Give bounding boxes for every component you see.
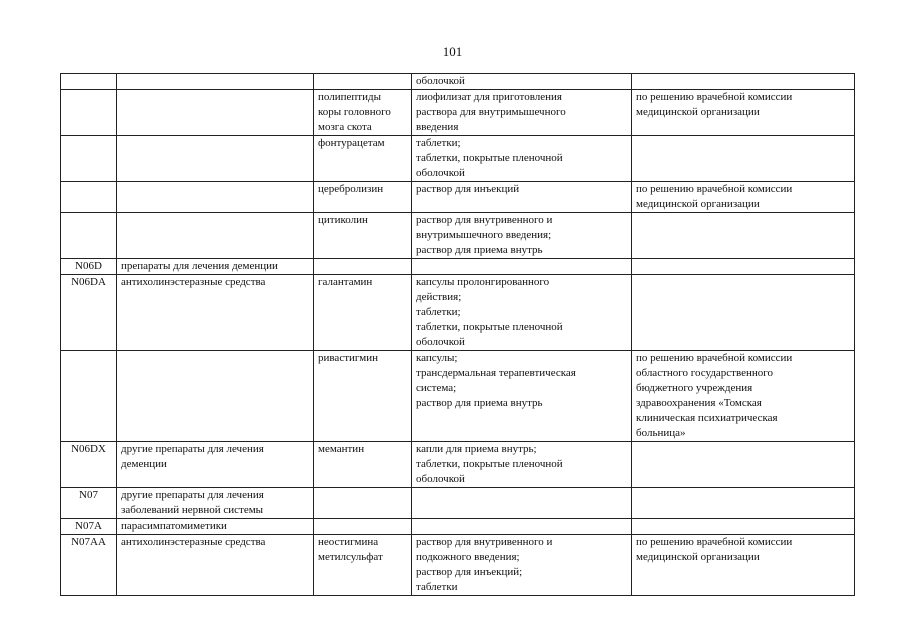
table-row	[61, 275, 855, 351]
note-cell	[632, 259, 855, 275]
table-row	[61, 488, 855, 519]
atc-code-cell: N06DA	[61, 275, 117, 351]
table-row	[61, 259, 855, 275]
note-cell: по решению врачебной комиссии медицинской организации	[632, 535, 855, 596]
group-cell	[117, 351, 314, 442]
inn-cell: неостигмина метилсульфат	[314, 535, 412, 596]
dosage-form-cell	[412, 519, 632, 535]
note-cell: по решению врачебной комиссии медицинской организации	[632, 90, 855, 136]
atc-code-cell	[61, 351, 117, 442]
dosage-form-cell: капсулы; трансдермальная терапевтическая система; раствор для приема внутрь	[412, 351, 632, 442]
table-row	[61, 213, 855, 259]
atc-code-cell	[61, 136, 117, 182]
table-row	[61, 442, 855, 488]
dosage-form-cell: таблетки; таблетки, покрытые пленочной оболочкой	[412, 136, 632, 182]
group-cell: антихолинэстеразные средства	[117, 535, 314, 596]
note-cell: по решению врачебной комиссии медицинской организации	[632, 182, 855, 213]
atc-code-cell	[61, 182, 117, 213]
group-cell	[117, 136, 314, 182]
dosage-form-cell: капсулы пролонгированного действия; таблетки; таблетки, покрытые пленочной оболочкой	[412, 275, 632, 351]
note-cell	[632, 519, 855, 535]
group-cell: антихолинэстеразные средства	[117, 275, 314, 351]
group-cell: другие препараты для лечения заболеваний нервной системы	[117, 488, 314, 519]
page-number: 101	[442, 44, 463, 59]
inn-cell	[314, 519, 412, 535]
inn-cell	[314, 74, 412, 90]
atc-code-cell: N07AA	[61, 535, 117, 596]
atc-code-cell	[61, 90, 117, 136]
note-cell	[632, 136, 855, 182]
dosage-form-cell: лиофилизат для приготовления раствора для внутримышечного введения	[412, 90, 632, 136]
group-cell	[117, 213, 314, 259]
group-cell: другие препараты для лечения деменции	[117, 442, 314, 488]
group-cell	[117, 74, 314, 90]
dosage-form-cell	[412, 488, 632, 519]
table-row	[61, 535, 855, 596]
note-cell: по решению врачебной комиссии областного государственного бюджетного учреждения здравоохранения «Томская клиническая психиатрическая больница»	[632, 351, 855, 442]
dosage-form-cell: оболочкой	[412, 74, 632, 90]
atc-code-cell: N07	[61, 488, 117, 519]
note-cell	[632, 442, 855, 488]
inn-cell: церебролизин	[314, 182, 412, 213]
inn-cell	[314, 259, 412, 275]
dosage-form-cell: раствор для внутривенного и подкожного введения; раствор для инъекций; таблетки	[412, 535, 632, 596]
dosage-form-cell: капли для приема внутрь; таблетки, покрытые пленочной оболочкой	[412, 442, 632, 488]
inn-cell: цитиколин	[314, 213, 412, 259]
note-cell	[632, 213, 855, 259]
group-cell	[117, 182, 314, 213]
inn-cell: полипептиды коры головного мозга скота	[314, 90, 412, 136]
atc-code-cell	[61, 74, 117, 90]
table-row	[61, 519, 855, 535]
table-row	[61, 182, 855, 213]
dosage-form-cell	[412, 259, 632, 275]
inn-cell: мемантин	[314, 442, 412, 488]
atc-code-cell: N06DX	[61, 442, 117, 488]
note-cell	[632, 74, 855, 90]
inn-cell: галантамин	[314, 275, 412, 351]
inn-cell	[314, 488, 412, 519]
group-cell: препараты для лечения деменции	[117, 259, 314, 275]
dosage-form-cell: раствор для инъекций	[412, 182, 632, 213]
dosage-form-cell: раствор для внутривенного и внутримышечного введения; раствор для приема внутрь	[412, 213, 632, 259]
table-row	[61, 136, 855, 182]
table-row	[61, 74, 855, 90]
table-row	[61, 351, 855, 442]
table-row	[61, 90, 855, 136]
group-cell: парасимпатомиметики	[117, 519, 314, 535]
atc-code-cell: N06D	[61, 259, 117, 275]
drug-list-table	[60, 73, 855, 596]
atc-code-cell	[61, 213, 117, 259]
note-cell	[632, 275, 855, 351]
group-cell	[117, 90, 314, 136]
note-cell	[632, 488, 855, 519]
atc-code-cell: N07A	[61, 519, 117, 535]
inn-cell: фонтурацетам	[314, 136, 412, 182]
inn-cell: ривастигмин	[314, 351, 412, 442]
